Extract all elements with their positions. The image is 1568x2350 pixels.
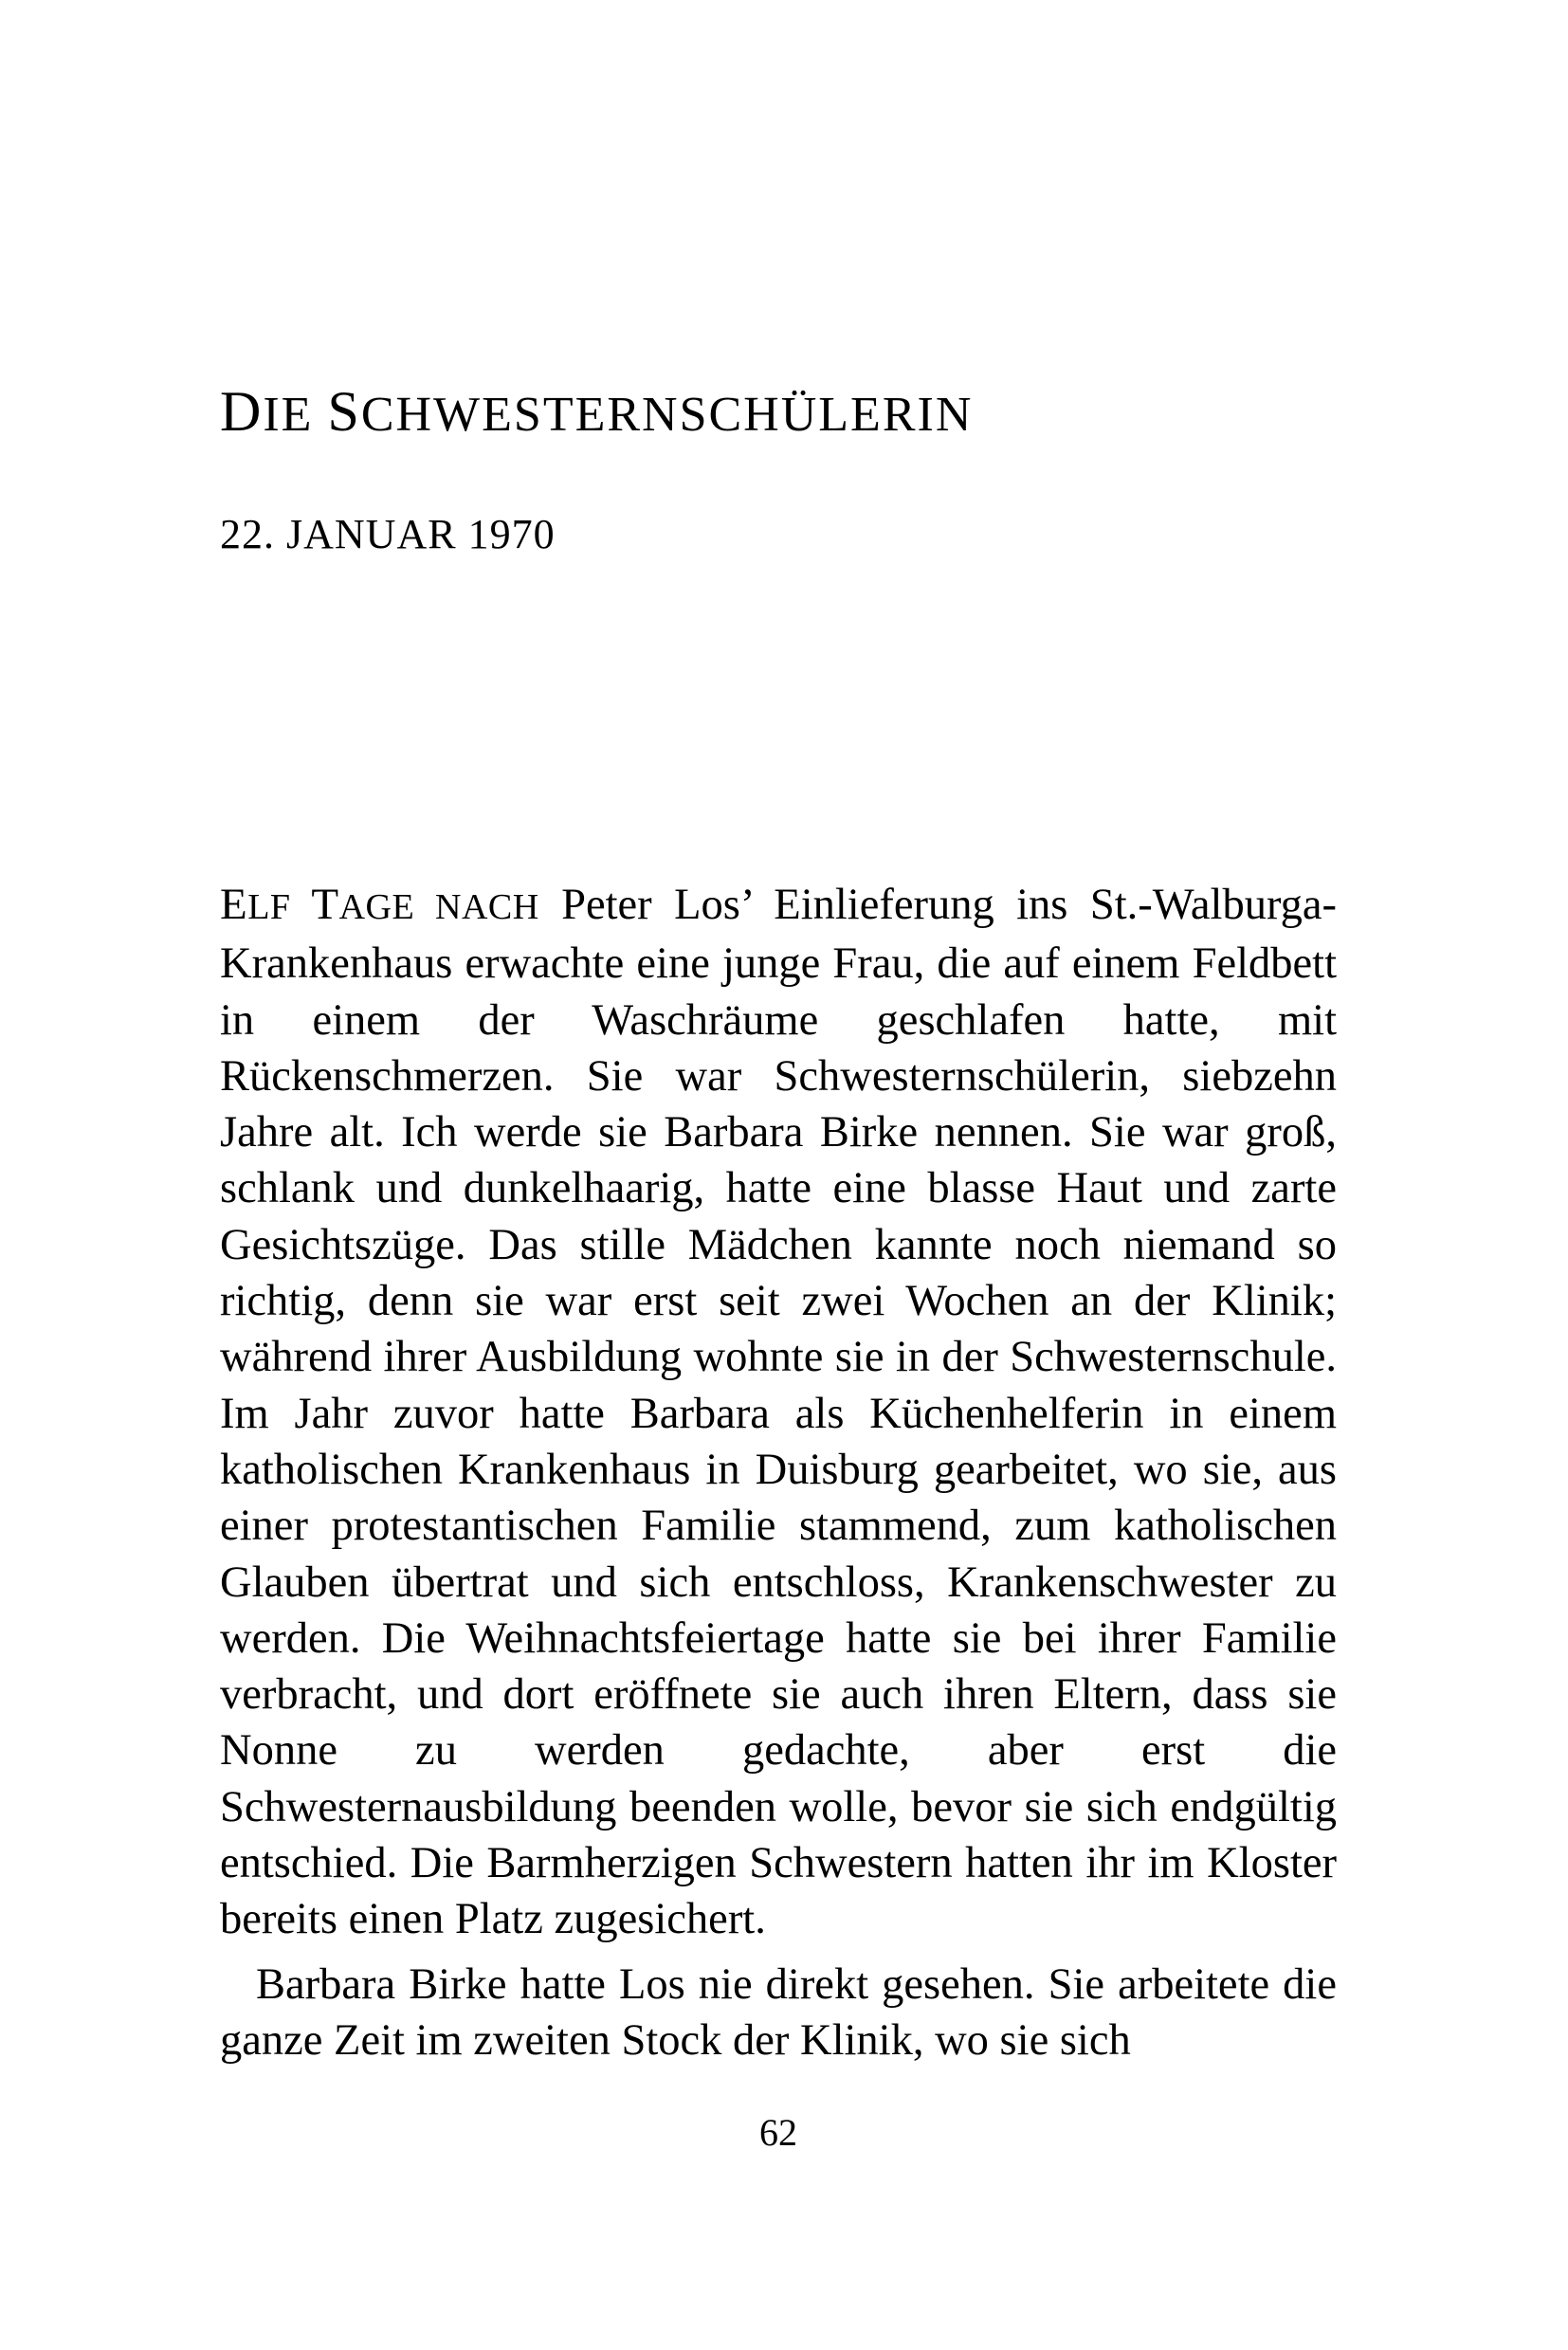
- chapter-title-initial-2: S: [327, 380, 361, 443]
- chapter-date: 22. JANUAR 1970: [220, 511, 556, 557]
- lead-initial-2: T: [311, 880, 339, 929]
- lead-in-smallcaps: [220, 880, 539, 929]
- chapter-title-part-1: IE: [263, 388, 328, 442]
- lead-rest-2: AGE NACH: [338, 887, 539, 927]
- lead-rest-1: LF: [247, 887, 312, 927]
- body-text: [220, 877, 1337, 2068]
- chapter-title-part-2: CHWESTERNSCHÜLERIN: [360, 388, 974, 442]
- chapter-title: [220, 380, 974, 443]
- chapter-title-initial-1: D: [220, 380, 264, 443]
- paragraph-2: Barbara Birke hatte Los nie direkt gesehen. Sie arbeitete die ganze Zeit im zweiten Stock der Klinik, wo sie sich: [220, 1959, 1337, 2065]
- page-number: 62: [759, 2111, 797, 2154]
- paragraph-1-text: Peter Los’ Einlieferung ins St.-Walburga-Krankenhaus erwachte eine junge Frau, die auf einem Feldbett in einem der Waschräume geschlafen hatte, mit Rückenschmerzen. Sie war Schwesternschülerin, siebzehn Jahre alt. Ich werde sie Barbara Birke nennen. Sie war groß, schlank und dunkelhaarig, hatte eine blasse Haut und zarte Gesichtszüge. Das stille Mädchen kannte noch niemand so richtig, denn sie war erst seit zwei Wochen an der Klinik; während ihrer Ausbildung wohnte sie in der Schwesternschule. Im Jahr zuvor hatte Barbara als Küchenhelferin in einem katholischen Krankenhaus in Duisburg gearbeitet, wo sie, aus einer protestantischen Familie stammend, zum katholischen Glauben übertrat und sich entschloss, Krankenschwester zu werden. Die Weihnachtsfeiertage hatte sie bei ihrer Familie verbracht, und dort eröffnete sie auch ihren Eltern, dass sie Nonne zu werden gedachte, aber erst die Schwesternausbildung beenden wolle, bevor sie sich endgültig entschied. Die Barmherzigen Schwestern hatten ihr im Kloster bereits einen Platz zugesichert.: [220, 881, 1337, 1944]
- paragraph-1: [220, 877, 1337, 1948]
- lead-initial-1: E: [220, 880, 248, 929]
